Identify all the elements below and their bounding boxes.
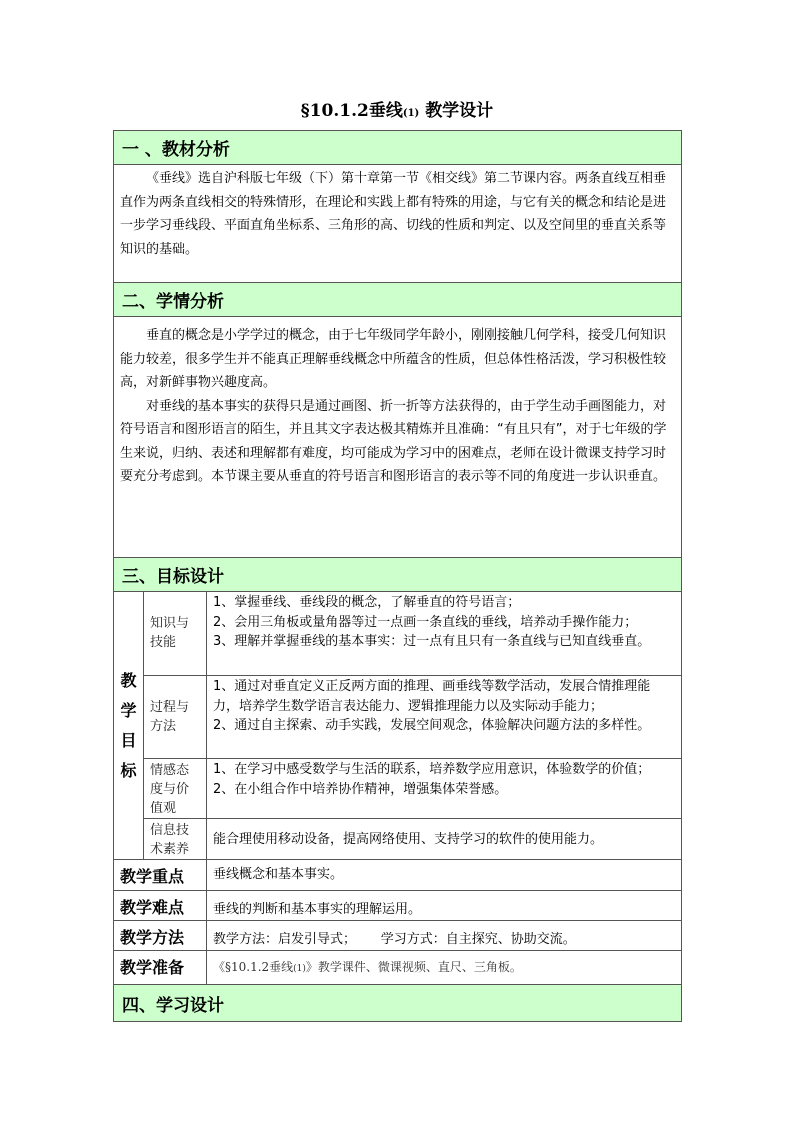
key-point-text: 垂线概念和基本事实。 [207,860,682,891]
objective-item: 2、通过自主探索、动手实践，发展空间观念，体验解决问题方法的多样性。 [213,718,651,733]
textbook-analysis-text: 《垂线》选自沪科版七年级（下）第十章第一节《相交线》第二节课内容。两条直线互相垂直作为两条直线相交的特殊情形，在理论和实践上都有特殊的用途，与它有关的概念和结论是进一步学习垂线段、平面直角坐标系、三角形的高、切线的性质和判定、以及空间里的垂直关系等知识的基础。 [120,171,667,257]
objective-item: 能合理使用移动设备，提高网络使用、支持学习的软件的使用能力。 [213,831,604,847]
difficulty-label: 教学难点 [114,891,207,921]
objective-item: 1、掌握垂线、垂线段的概念，了解垂直的符号语言； [213,595,521,610]
objective-item: 1、通过对垂直定义正反两方面的推理、画垂线等数学活动，发展合情推理能力，培养学生数学语言表达能力、逻辑推理能力以及实际动手能力； [213,679,651,714]
objective-category: 情感态度与价值观 [144,759,207,819]
textbook-analysis-cell [114,165,682,283]
objective-item: 2、在小组合作中培养协作精神，增强集体荣誉感。 [213,781,508,797]
objectives-label: 教学目标 [114,592,144,860]
objective-content [207,759,682,819]
key-point-label: 教学重点 [114,860,207,891]
preparation-text: 《§10.1.2垂线(1)》教学课件、微课视频、直尺、三角板。 [207,951,682,985]
lesson-plan-table [113,130,682,1022]
objective-content [207,676,682,759]
objective-category: 信息技术素养 [144,819,207,860]
objective-category: 过程与方法 [144,676,207,759]
student-analysis-paragraph: 垂直的概念是小学学过的概念，由于七年级同学年龄小，刚刚接触几何学科，接受几何知识能力较差，很多学生并不能真正理解垂线概念中所蕴含的性质，但总体性格活泼，学习积极性较高，对新鲜事物兴趣度高。 [120,328,667,390]
student-analysis-paragraph: 对垂线的基本事实的获得只是通过画图、折一折等方法获得的，由于学生动手画图能力，对符号语言和图形语言的陌生，并且其文字表达极其精炼并且准确：“有且只有”，对于七年级的学生来说，归纳、表述和理解都有难度，均可能成为学习中的困难点，老师在设计微课支持学习时要充分考虑到。本节课主要从垂直的符号语言和图形语言的表示等不同的角度进一步认识垂直。 [120,398,667,484]
section-heading: 三、目标设计 [114,558,682,592]
objective-content [207,819,682,860]
page-title: §10.1.2垂线(1) 教学设计 [300,101,494,121]
preparation-label: 教学准备 [114,951,207,985]
objective-item: 2、会用三角板或量角器等过一点画一条直线的垂线，培养动手操作能力； [213,614,638,630]
method-label: 教学方法 [114,921,207,951]
difficulty-text: 垂线的判断和基本事实的理解运用。 [207,891,682,921]
section-heading: 四、学习设计 [114,985,682,1022]
objective-item: 3、理解并掌握垂线的基本事实：过一点有且只有一条直线与已知直线垂直。 [213,634,651,649]
method-text: 教学方法：启发引导式； 学习方式：自主探究、协助交流。 [207,921,682,951]
section-heading: 一 、教材分析 [114,131,682,165]
objective-category: 知识与技能 [144,592,207,676]
objective-item: 1、在学习中感受数学与生活的联系，培养数学应用意识，体验数学的价值； [213,762,651,777]
section-heading: 二、学情分析 [114,283,682,317]
objective-content [207,592,682,676]
student-analysis-cell [114,317,682,558]
section-1-header-row [114,131,682,165]
